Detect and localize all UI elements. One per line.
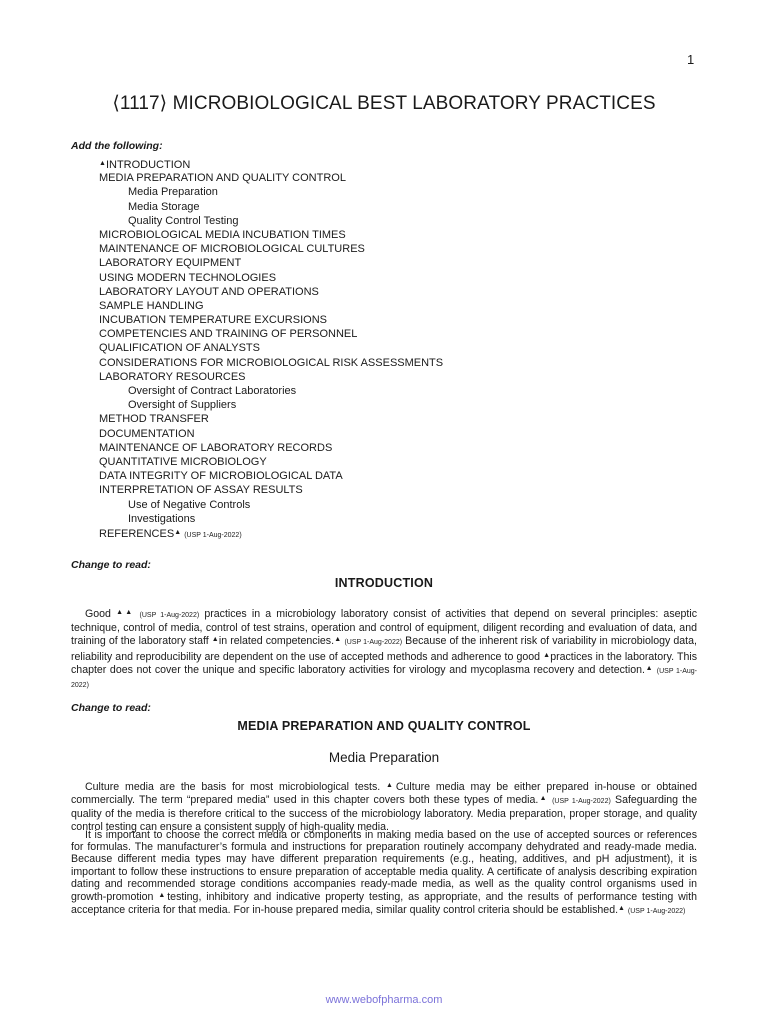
toc-item: DATA INTEGRITY OF MICROBIOLOGICAL DATA	[99, 470, 343, 483]
toc-item: QUANTITATIVE MICROBIOLOGY	[99, 455, 267, 468]
toc-item: DOCUMENTATION	[99, 427, 195, 440]
toc-item: MICROBIOLOGICAL MEDIA INCUBATION TIMES	[99, 228, 346, 241]
toc-subitem: Use of Negative Controls	[128, 498, 251, 511]
toc-item: MAINTENANCE OF MICROBIOLOGICAL CULTURES	[99, 243, 365, 256]
media-preparation-subheading: Media Preparation	[328, 750, 440, 765]
toc-item: USING MODERN TECHNOLOGIES	[99, 271, 277, 284]
introduction-paragraph: Good ▲▲ (USP 1-Aug-2022) practices in a microbiology laboratory consist of activities that depend on several principles: aseptic technique, control of media, control of test strains, operation and control of equipment, diligent recording and evaluation of data, and training of the laboratory staff ▲in related competencies.▲ (USP 1-Aug-2022) Because of the inherent risk of variability in microbiology data, reliability and reproducibility are dependent on the use of accepted methods and adherence to good ▲practices in the laboratory. This chapter does not cover the unique and specific laboratory activities for virology and mycoplasma recovery and detection.▲ (USP 1-Aug-2022)	[71, 608, 698, 690]
toc-subitem: Media Storage	[128, 200, 200, 213]
media-paragraph-1: Culture media are the basis for most microbiological tests. ▲Culture media may be either prepared in-house or obtained commercially. The term “prepared media” used in this chapter covers both these types of media.▲ (USP 1-Aug-2022) Safeguarding the quality of the media is therefore critical to the success of the microbiology laboratory. Media preparation, proper storage, and quality control testing can ensure a consistent supply of high-quality media.	[71, 781, 697, 833]
toc-item: MEDIA PREPARATION AND QUALITY CONTROL	[99, 172, 346, 185]
toc-item: CONSIDERATIONS FOR MICROBIOLOGICAL RISK ASSESSMENTS	[99, 356, 444, 369]
introduction-heading: INTRODUCTION	[334, 576, 434, 590]
toc-item: LABORATORY RESOURCES	[99, 370, 246, 383]
toc-item: INCUBATION TEMPERATURE EXCURSIONS	[99, 314, 327, 327]
toc-subitem: Investigations	[128, 512, 196, 525]
toc-item: SAMPLE HANDLING	[99, 299, 204, 312]
page-number: 1	[687, 52, 695, 67]
toc-item: LABORATORY EQUIPMENT	[99, 257, 242, 270]
toc-subitem: Oversight of Suppliers	[128, 399, 237, 412]
toc-item: INTERPRETATION OF ASSAY RESULTS	[99, 484, 303, 497]
toc-item: MAINTENANCE OF LABORATORY RECORDS	[99, 441, 333, 454]
toc-item: ▲INTRODUCTION	[99, 159, 191, 171]
footer-link[interactable]: www.webofpharma.com	[325, 994, 443, 1006]
toc-subitem: Quality Control Testing	[128, 214, 239, 227]
toc-item: QUALIFICATION OF ANALYSTS	[99, 342, 260, 355]
toc-item: REFERENCES▲ (USP 1-Aug-2022)	[99, 527, 242, 540]
add-following-instruction: Add the following:	[71, 140, 163, 152]
change-to-read-instruction: Change to read:	[71, 702, 151, 714]
toc-item: METHOD TRANSFER	[99, 413, 209, 426]
delta-mark: ▲	[99, 160, 106, 167]
media-paragraph-2: It is important to choose the correct media or components in making media based on the use of accepted sources or references for formulas. The manufacturer’s formula and instructions for preparation routinely accompany dehydrated and ready-made media. Because different media types may have different preparation requirements (e.g., heating, additives, and pH adjustment), it is important to follow these instructions to ensure preparation of acceptable media quality. A certificate of analysis describing expiration dating and recommended storage conditions accompanies ready-made media, as well as the quality control organisms used in growth-promotion ▲testing, inhibitory and indicative property testing, as appropriate, and the results of performance testing with acceptance criteria for that media. For in-house prepared media, similar quality control criteria should be established.▲ (USP 1-Aug-2022)	[71, 829, 697, 917]
revision-note: (USP 1-Aug-2022)	[184, 531, 242, 539]
chapter-title: ⟨1117⟩ MICROBIOLOGICAL BEST LABORATORY PRACTICES	[112, 93, 656, 114]
toc-subitem: Oversight of Contract Laboratories	[128, 385, 297, 397]
change-to-read-instruction: Change to read:	[71, 559, 151, 571]
media-section-heading: MEDIA PREPARATION AND QUALITY CONTROL	[237, 719, 531, 733]
table-of-contents	[99, 157, 443, 540]
toc-item: LABORATORY LAYOUT AND OPERATIONS	[99, 285, 319, 298]
toc-subitem: Media Preparation	[128, 186, 218, 199]
toc-item: COMPETENCIES AND TRAINING OF PERSONNEL	[99, 328, 358, 341]
delta-mark: ▲	[174, 528, 182, 536]
